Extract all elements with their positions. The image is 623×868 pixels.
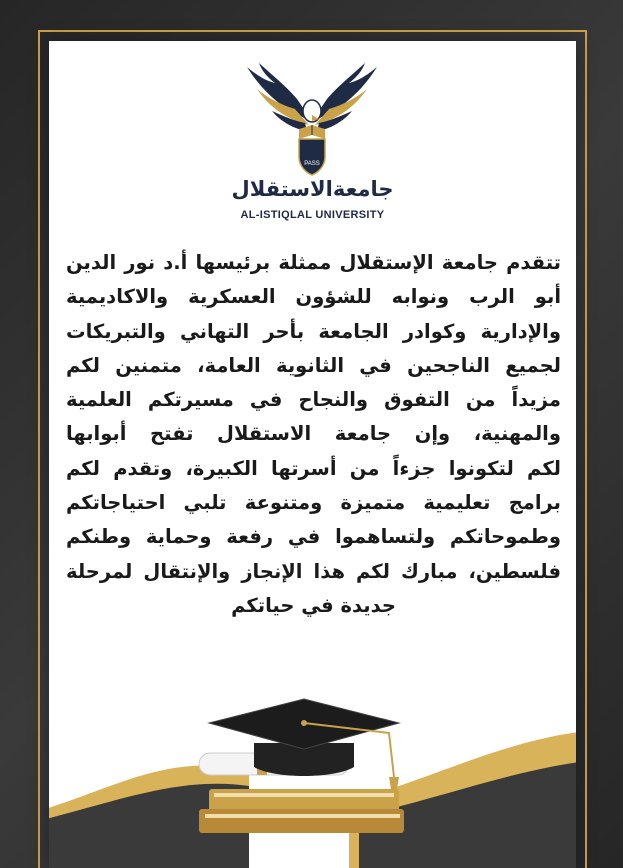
message-line: أبو الرب ونوابه للشؤون العسكرية والاكاديمية <box>66 285 561 309</box>
message-line: والإدارية وكوادر الجامعة بأحر التهاني والتبريكات <box>66 319 561 343</box>
message-line: مزيداً من التفوق والنجاح في مسيرتكم العلمية <box>66 388 561 412</box>
message-line: والمهنية، وإن جامعة الاستقلال تفتح أبوابها <box>66 422 561 446</box>
message-line: برامج تعليمية متميزة ومتنوعة تلبي احتياجاتكم <box>66 491 561 515</box>
message-line: وطموحاتكم ولتساهموا في رفعة وحماية وطنكم <box>66 525 561 549</box>
congratulation-message <box>66 246 561 623</box>
eagle-emblem-icon <box>237 59 387 177</box>
book-icon <box>199 809 404 833</box>
graduation-illustration <box>49 681 576 868</box>
university-name-arabic: جامعةالاستقلال <box>231 177 394 201</box>
seal-text: PASS <box>304 161 320 167</box>
message-line: فلسطين، مبارك لكم هذا الإنجاز والإنتقال لمرحلة <box>66 559 561 583</box>
university-logo <box>49 59 576 229</box>
message-line: تتقدم جامعة الإستقلال ممثلة برئيسها أ.د نور الدين <box>66 251 561 274</box>
announcement-card <box>49 41 576 868</box>
message-line: لجميع الناجحين في الثانوية العامة، متمنين لكم <box>66 353 561 377</box>
book-icon <box>209 789 399 811</box>
university-name-english: AL-ISTIQLAL UNIVERSITY <box>240 209 385 221</box>
message-line: جديدة في حياتكم <box>231 593 396 617</box>
message-line: لكم لتكونوا جزءاً من أسرتها الكبيرة، وتقدم لكم <box>66 456 561 480</box>
